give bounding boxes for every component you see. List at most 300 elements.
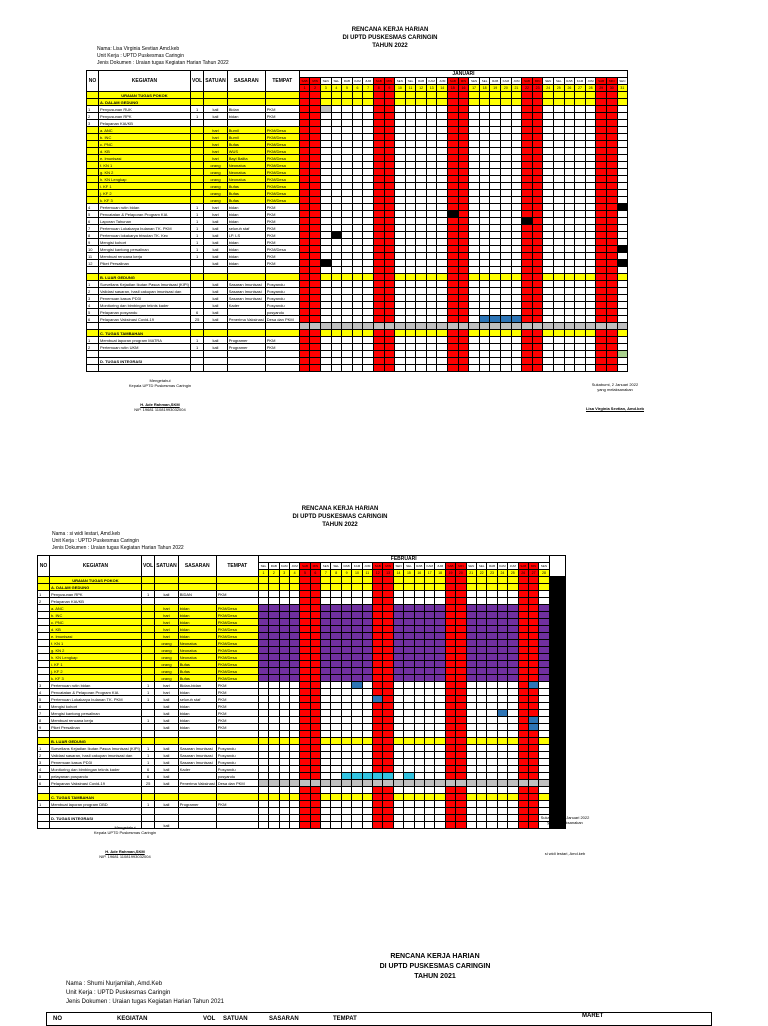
day-cell xyxy=(414,773,424,780)
day-cell xyxy=(617,162,628,169)
day-cell xyxy=(466,626,476,633)
day-cell xyxy=(352,225,363,232)
cell-no: 3 xyxy=(87,120,99,127)
day-cell xyxy=(554,197,565,204)
day-cell xyxy=(445,626,455,633)
day-cell xyxy=(469,113,480,120)
day-cell xyxy=(425,598,435,605)
day-cell xyxy=(497,605,507,612)
cell-keg: URAIAN TUGAS POKOK xyxy=(99,92,191,99)
day-cell xyxy=(490,288,501,295)
day-cell xyxy=(414,682,424,689)
day-cell xyxy=(320,281,331,288)
day-cell xyxy=(448,106,459,113)
day-cell xyxy=(258,780,268,787)
day-cell xyxy=(528,689,538,696)
day-cell xyxy=(310,584,320,591)
day-cell xyxy=(585,239,596,246)
cell-vol xyxy=(141,738,154,745)
day-cell xyxy=(564,190,575,197)
day-cell xyxy=(466,647,476,654)
day-cell xyxy=(606,190,617,197)
cell-sat: orang xyxy=(155,668,178,675)
cell-no xyxy=(87,148,99,155)
day-cell xyxy=(373,640,383,647)
day-cell xyxy=(299,99,310,106)
day-cell xyxy=(405,365,416,372)
day-cell xyxy=(363,211,374,218)
day-cell xyxy=(362,745,372,752)
weekday-cell: KAM xyxy=(352,78,363,85)
day-cell xyxy=(490,274,501,281)
cell-keg: A. DALAM GEDUNG xyxy=(50,584,142,591)
cell-no: 2 xyxy=(87,344,99,351)
day-cell xyxy=(448,127,459,134)
day-cell xyxy=(363,218,374,225)
day-cell xyxy=(564,281,575,288)
day-cell xyxy=(606,330,617,337)
table-row xyxy=(87,365,628,372)
cell-keg: C. TUGAS TAMBAHAN xyxy=(99,330,191,337)
day-cell xyxy=(508,675,518,682)
day-cell xyxy=(508,731,518,738)
day-cell xyxy=(405,197,416,204)
day-cell xyxy=(331,633,341,640)
day-cell xyxy=(585,106,596,113)
day-cell xyxy=(299,197,310,204)
day-cell xyxy=(554,316,565,323)
day-cell xyxy=(352,584,362,591)
day-cell xyxy=(310,92,321,99)
day-cell xyxy=(320,99,331,106)
day-number-cell: 14 xyxy=(393,570,403,577)
day-cell xyxy=(476,752,486,759)
day-cell xyxy=(575,148,586,155)
day-cell xyxy=(331,619,341,626)
day-cell xyxy=(518,647,528,654)
day-cell xyxy=(528,794,538,801)
day-cell xyxy=(532,218,543,225)
day-cell xyxy=(575,260,586,267)
day-cell xyxy=(617,274,628,281)
day-cell xyxy=(585,113,596,120)
day-cell xyxy=(456,682,466,689)
day-cell xyxy=(528,801,538,808)
day-cell xyxy=(395,176,406,183)
cell-no: 6 xyxy=(38,780,50,787)
day-cell xyxy=(331,703,341,710)
day-cell xyxy=(469,99,480,106)
day-cell xyxy=(352,120,363,127)
day-cell xyxy=(363,190,374,197)
day-cell xyxy=(299,267,310,274)
day-cell xyxy=(490,162,501,169)
day-cell xyxy=(300,591,310,598)
day-cell xyxy=(487,605,497,612)
day-cell xyxy=(362,633,372,640)
day-cell xyxy=(508,745,518,752)
day-cell xyxy=(310,633,320,640)
day-cell xyxy=(331,717,341,724)
cell-tem xyxy=(265,120,299,127)
day-cell xyxy=(310,619,320,626)
day-cell xyxy=(497,668,507,675)
day-cell xyxy=(522,351,533,358)
day-cell xyxy=(426,337,437,344)
cell-no xyxy=(38,787,50,794)
day-cell xyxy=(437,120,448,127)
day-cell xyxy=(404,766,414,773)
day-cell xyxy=(426,99,437,106)
day-cell xyxy=(373,225,384,232)
day-cell xyxy=(554,169,565,176)
day-cell xyxy=(606,218,617,225)
day-cell xyxy=(258,577,268,584)
day-cell xyxy=(269,591,279,598)
day-cell xyxy=(300,780,310,787)
cell-sat: kali xyxy=(155,801,178,808)
day-cell xyxy=(269,584,279,591)
day-cell xyxy=(363,169,374,176)
cell-keg: k. KF 3 xyxy=(99,197,191,204)
day-cell xyxy=(300,675,310,682)
day-cell xyxy=(539,717,549,724)
day-cell xyxy=(373,619,383,626)
day-cell xyxy=(300,773,310,780)
day-cell xyxy=(289,619,299,626)
day-cell xyxy=(299,148,310,155)
cell-no: 2 xyxy=(38,752,50,759)
day-cell xyxy=(585,204,596,211)
day-cell xyxy=(342,134,353,141)
day-cell xyxy=(466,689,476,696)
day-cell xyxy=(596,246,607,253)
day-cell xyxy=(384,316,395,323)
day-cell xyxy=(564,365,575,372)
day-cell xyxy=(331,724,341,731)
day-cell xyxy=(518,619,528,626)
day-cell xyxy=(352,106,363,113)
cell-keg: c. PNC xyxy=(99,141,191,148)
day-cell xyxy=(279,640,289,647)
day-cell xyxy=(564,260,575,267)
day-cell xyxy=(458,113,469,120)
cell-no xyxy=(38,626,50,633)
day-cell xyxy=(617,232,628,239)
cell-sat: kali xyxy=(204,260,227,267)
day-cell xyxy=(532,183,543,190)
day-cell xyxy=(373,584,383,591)
day-cell xyxy=(321,787,331,794)
day-cell xyxy=(445,619,455,626)
weekday-cell: JUM xyxy=(437,78,448,85)
day-cell xyxy=(310,232,321,239)
day-cell xyxy=(320,253,331,260)
weekday-cell: MIN xyxy=(456,563,466,570)
day-cell xyxy=(414,584,424,591)
day-cell xyxy=(448,218,459,225)
day-cell xyxy=(518,745,528,752)
day-cell xyxy=(321,633,331,640)
table-row xyxy=(38,703,566,710)
day-cell xyxy=(373,745,383,752)
table-row xyxy=(38,619,566,626)
day-cell xyxy=(320,309,331,316)
day-cell xyxy=(331,211,342,218)
weekday-cell: RAB xyxy=(342,78,353,85)
col-header: SASARAN xyxy=(227,71,265,92)
day-cell xyxy=(596,92,607,99)
cell-keg xyxy=(99,365,191,372)
day-cell xyxy=(518,703,528,710)
day-cell xyxy=(435,738,445,745)
table-row xyxy=(38,577,566,584)
day-cell xyxy=(384,330,395,337)
cell-keg: h. KN Lengkap xyxy=(99,176,191,183)
day-number-cell: 23 xyxy=(487,570,497,577)
day-cell xyxy=(416,267,427,274)
day-cell xyxy=(299,204,310,211)
day-cell xyxy=(585,120,596,127)
day-cell xyxy=(258,801,268,808)
day-cell xyxy=(414,591,424,598)
day-cell xyxy=(458,260,469,267)
day-cell xyxy=(269,661,279,668)
cell-no: 9 xyxy=(38,724,50,731)
day-cell xyxy=(331,106,342,113)
day-cell xyxy=(310,148,321,155)
day-cell xyxy=(279,780,289,787)
day-cell xyxy=(532,295,543,302)
day-cell xyxy=(405,232,416,239)
day-cell xyxy=(445,633,455,640)
day-cell xyxy=(554,323,565,330)
day-cell xyxy=(479,99,490,106)
day-cell xyxy=(458,323,469,330)
day-cell xyxy=(310,295,321,302)
day-cell xyxy=(320,120,331,127)
day-cell xyxy=(363,197,374,204)
cell-tem: PKM xyxy=(265,232,299,239)
day-cell xyxy=(383,682,393,689)
day-cell xyxy=(469,197,480,204)
day-cell xyxy=(466,584,476,591)
day-cell xyxy=(393,598,403,605)
day-cell xyxy=(532,106,543,113)
day-cell xyxy=(575,344,586,351)
day-number-cell: 23 xyxy=(532,85,543,92)
day-cell xyxy=(466,598,476,605)
day-cell xyxy=(404,633,414,640)
cell-no xyxy=(87,358,99,365)
day-cell xyxy=(310,274,321,281)
cell-vol xyxy=(190,127,203,134)
day-cell xyxy=(393,626,403,633)
day-cell xyxy=(596,204,607,211)
day-cell xyxy=(522,113,533,120)
day-cell xyxy=(532,176,543,183)
day-number-cell: 29 xyxy=(596,85,607,92)
day-cell xyxy=(543,92,554,99)
day-cell xyxy=(528,710,538,717)
day-cell xyxy=(575,106,586,113)
day-cell xyxy=(425,696,435,703)
cell-sat: orang xyxy=(204,197,227,204)
day-cell xyxy=(554,337,565,344)
day-cell xyxy=(445,577,455,584)
day-cell xyxy=(352,808,362,815)
day-cell xyxy=(501,162,512,169)
day-cell xyxy=(564,316,575,323)
day-cell xyxy=(331,155,342,162)
day-cell xyxy=(528,717,538,724)
cell-no: 12 xyxy=(87,260,99,267)
day-cell xyxy=(585,337,596,344)
day-cell xyxy=(383,759,393,766)
day-cell xyxy=(331,654,341,661)
day-cell xyxy=(617,134,628,141)
day-cell xyxy=(508,605,518,612)
day-cell xyxy=(310,204,321,211)
day-cell xyxy=(373,759,383,766)
cell-sat xyxy=(204,274,227,281)
day-cell xyxy=(528,591,538,598)
day-cell xyxy=(414,640,424,647)
day-cell xyxy=(543,169,554,176)
day-cell xyxy=(342,141,353,148)
table-row xyxy=(38,640,566,647)
table-row xyxy=(87,323,628,330)
table-row xyxy=(38,689,566,696)
day-cell xyxy=(532,225,543,232)
day-cell xyxy=(522,232,533,239)
day-cell xyxy=(476,738,486,745)
day-cell xyxy=(469,260,480,267)
day-cell xyxy=(554,246,565,253)
cell-sas: Sasaran Imunisasi xyxy=(178,752,216,759)
day-cell xyxy=(543,330,554,337)
day-cell xyxy=(289,675,299,682)
day-cell xyxy=(373,302,384,309)
day-cell xyxy=(445,640,455,647)
day-cell xyxy=(518,584,528,591)
day-cell xyxy=(435,794,445,801)
day-cell xyxy=(416,99,427,106)
day-cell xyxy=(300,689,310,696)
day-cell xyxy=(320,92,331,99)
day-cell xyxy=(310,330,321,337)
cell-keg: Penemuan kasus PD3I xyxy=(99,295,191,302)
cell-sas: bidan xyxy=(178,633,216,640)
cell-tem: PKM xyxy=(216,703,258,710)
day-cell xyxy=(363,344,374,351)
day-cell xyxy=(532,246,543,253)
day-cell xyxy=(384,267,395,274)
day-cell xyxy=(522,330,533,337)
day-cell xyxy=(416,183,427,190)
weekday-cell: RAB xyxy=(341,563,351,570)
day-cell xyxy=(404,815,414,822)
day-cell xyxy=(501,225,512,232)
cell-sas: bidan xyxy=(178,710,216,717)
table-row xyxy=(87,246,628,253)
day-cell xyxy=(476,801,486,808)
day-cell xyxy=(585,197,596,204)
day-cell xyxy=(522,239,533,246)
cell-keg: Mengisi kantong persalinan xyxy=(99,246,191,253)
day-cell xyxy=(414,724,424,731)
day-cell xyxy=(596,295,607,302)
day-cell xyxy=(497,619,507,626)
day-cell xyxy=(405,281,416,288)
day-cell xyxy=(321,619,331,626)
day-cell xyxy=(363,106,374,113)
table-row xyxy=(38,591,566,598)
day-cell xyxy=(511,162,522,169)
day-cell xyxy=(383,633,393,640)
cell-keg: D. TUGAS INTEGRASI xyxy=(50,815,142,822)
cell-no xyxy=(38,633,50,640)
day-cell xyxy=(384,232,395,239)
day-cell xyxy=(363,225,374,232)
day-cell xyxy=(435,773,445,780)
cell-sat: orang xyxy=(155,640,178,647)
day-cell xyxy=(501,288,512,295)
cell-keg: b. INC xyxy=(50,612,142,619)
day-cell xyxy=(539,773,549,780)
day-cell xyxy=(508,654,518,661)
day-cell xyxy=(341,640,351,647)
day-cell xyxy=(487,619,497,626)
day-cell xyxy=(508,738,518,745)
day-cell xyxy=(404,731,414,738)
day-cell xyxy=(437,239,448,246)
day-cell xyxy=(383,717,393,724)
day-cell xyxy=(508,619,518,626)
day-cell xyxy=(479,351,490,358)
day-cell xyxy=(539,696,549,703)
cell-vol xyxy=(190,295,203,302)
signature-staff: Sukabumi, 2 Januari 2022 yang melaksanakan Lisa Virginia Sevtian, Amd.keb xyxy=(585,382,645,411)
day-cell xyxy=(341,647,351,654)
day-cell xyxy=(279,577,289,584)
day-cell xyxy=(310,640,320,647)
day-cell xyxy=(539,794,549,801)
cell-sat: kali xyxy=(204,295,227,302)
day-cell xyxy=(476,577,486,584)
day-cell xyxy=(395,274,406,281)
day-cell xyxy=(543,316,554,323)
day-cell xyxy=(362,612,372,619)
day-cell xyxy=(416,155,427,162)
day-cell xyxy=(321,801,331,808)
cell-no xyxy=(87,155,99,162)
day-cell xyxy=(490,106,501,113)
cell-tem: PKM/Desa xyxy=(265,148,299,155)
day-cell xyxy=(341,591,351,598)
day-cell xyxy=(435,682,445,689)
weekday-cell: RAB xyxy=(414,563,424,570)
day-cell xyxy=(269,759,279,766)
day-cell xyxy=(269,815,279,822)
day-cell xyxy=(511,113,522,120)
day-cell xyxy=(310,689,320,696)
day-cell xyxy=(331,365,342,372)
day-cell xyxy=(539,759,549,766)
cell-tem xyxy=(216,738,258,745)
day-cell xyxy=(404,682,414,689)
day-cell xyxy=(469,337,480,344)
